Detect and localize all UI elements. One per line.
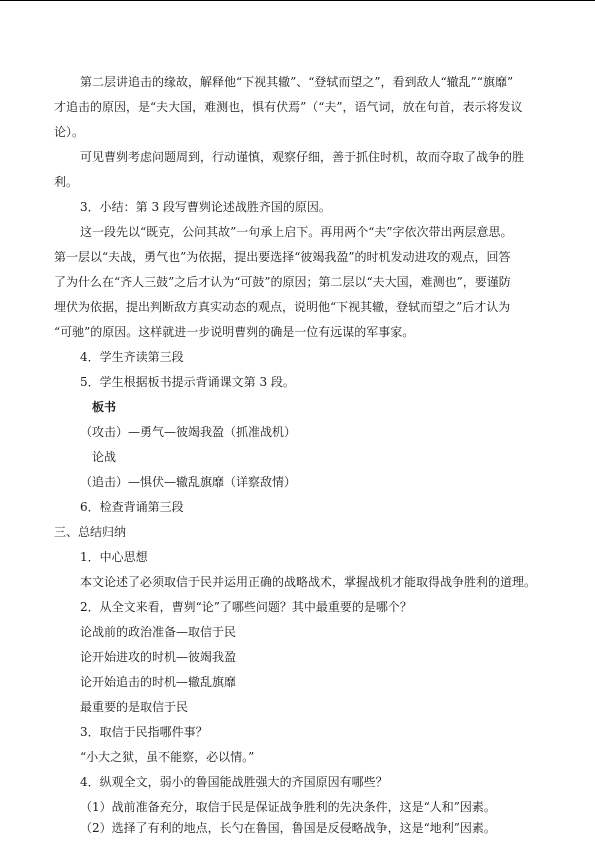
section-item: 4．学生齐读第三段 (80, 350, 184, 364)
paragraph-line: 可见曹刿考虑问题周到，行动谨慎，观察仔细，善于抓住时机，故而夺取了战争的胜 (80, 150, 525, 164)
answer-line: （2）选择了有利的地点，长勺在鲁国，鲁国是反侵略战争，这是“地利”因素。 (80, 821, 496, 835)
answer-line: 论战前的政治准备—取信于民 (80, 625, 237, 639)
question-line: 4．纵观全文，弱小的鲁国能战胜强大的齐国原因有哪些？ (80, 775, 388, 789)
paragraph-line: 埋伏为依据，提出判断敌方真实动态的观点，说明他“下视其辙，登轼而望之”后才认为 (54, 300, 511, 314)
answer-line: （1）战前准备充分，取信于民是保证战争胜利的先决条件，这是“人和”因素。 (80, 800, 496, 814)
board-heading: 板书 (92, 400, 117, 414)
board-center-label: 论战 (92, 450, 117, 464)
question-line: 2．从全文来看，曹刿“论”了哪些问题？其中最重要的是哪个？ (80, 600, 412, 614)
board-line: （攻击）—勇气—彼竭我盈（抓准战机） (80, 425, 297, 439)
section-item: 3．小结：第 3 段写曹刿论述战胜齐国的原因。 (80, 200, 331, 214)
paragraph-line: 论）。 (54, 125, 85, 139)
paragraph-line: 第二层讲追击的缘故，解释他“下视其辙”、“登轼而望之”，看到敌人“辙乱”“旗靡” (80, 75, 514, 89)
quote-line: “小大之狱，虽不能察，必以情。” (80, 750, 255, 764)
section-item: 1．中心思想 (80, 550, 148, 564)
section-item: 6．检查背诵第三段 (80, 500, 184, 514)
paragraph-line: “可驰”的原因。这样就进一步说明曹刿的确是一位有远谋的军事家。 (54, 325, 415, 339)
question-line: 3．取信于民指哪件事？ (80, 725, 208, 739)
paragraph-line: 这一段先以“既克，公问其故”一句承上启下。再用两个“夫”字依次带出两层意思。 (80, 225, 513, 239)
section-heading: 三、总结归纳 (54, 525, 127, 539)
paragraph-line: 利。 (54, 175, 79, 189)
paragraph-line: 了为什么在“齐人三鼓”之后才认为“可鼓”的原因；第二层以“夫大国，难测也”，要谨防 (54, 275, 511, 289)
answer-line: 最重要的是取信于民 (80, 700, 189, 714)
paragraph-line: 第一层以“夫战，勇气也”为依据，提出要选择“彼竭我盈”的时机发动进攻的观点，回答 (54, 250, 511, 264)
board-line: （追击）—惧伏—辙乱旗靡（详察敌情） (80, 475, 297, 489)
answer-line: 论开始追击的时机—辙乱旗靡 (80, 675, 237, 689)
paragraph-line: 才追击的原因，是“夫大国，难测也，惧有伏焉”（“夫”，语气词，放在句首，表示将发议 (54, 100, 523, 114)
section-item: 5．学生根据板书提示背诵课文第 3 段。 (80, 375, 295, 389)
answer-line: 论开始进攻的时机—彼竭我盈 (80, 650, 237, 664)
paragraph-line: 本文论述了必须取信于民并运用正确的战略战术，掌握战机才能取得战争胜利的道理。 (80, 575, 537, 589)
